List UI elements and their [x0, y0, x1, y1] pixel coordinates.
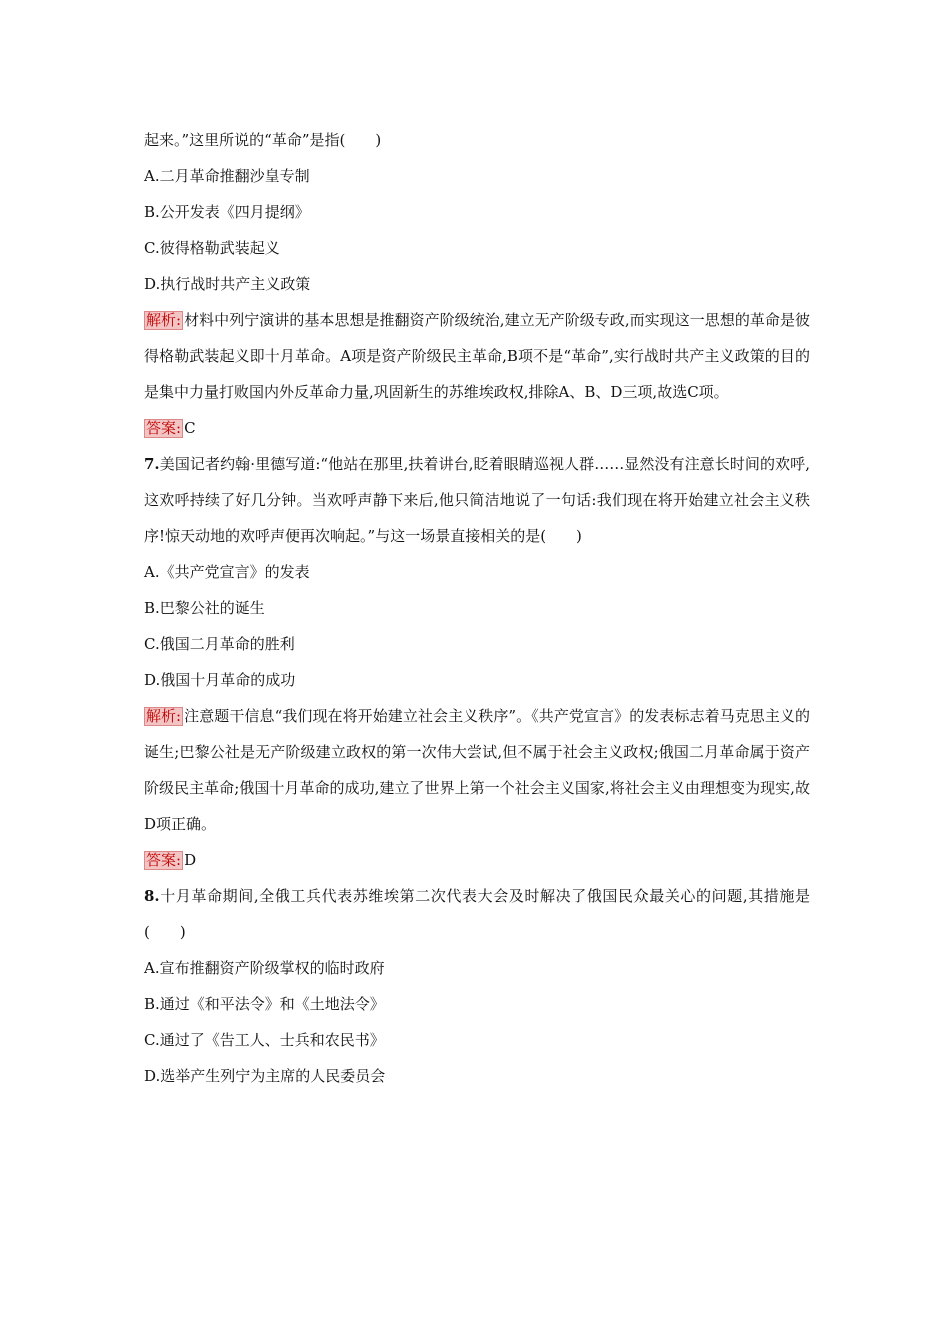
- question-text: 十月革命期间,全俄工兵代表苏维埃第二次代表大会及时解决了俄国民众最关心的问题,其措施是( ): [144, 887, 810, 941]
- question-7-option-b: B.巴黎公社的诞生: [144, 599, 265, 617]
- question-6-option-b: B.公开发表《四月提纲》: [144, 203, 310, 221]
- question-8-option-c: C.通过了《告工人、士兵和农民书》: [144, 1031, 385, 1049]
- question-6-option-a: A.二月革命推翻沙皇专制: [144, 167, 310, 185]
- question-6-analysis: [144, 302, 810, 410]
- question-7-answer: [144, 842, 810, 878]
- document-content: [144, 122, 810, 1094]
- question-6-option-c: C.彼得格勒武装起义: [144, 239, 280, 257]
- analysis-text: 注意题干信息“我们现在将开始建立社会主义秩序”。《共产党宣言》的发表标志着马克思主义的诞生;巴黎公社是无产阶级建立政权的第一次伟大尝试,但不属于社会主义政权;俄国二月革命属于资产阶级民主革命;俄国十月革命的成功,建立了世界上第一个社会主义国家,将社会主义由理想变为现实,故D项正确。: [144, 707, 810, 833]
- analysis-label: 解析:: [146, 311, 182, 329]
- question-number: 8.: [144, 887, 160, 905]
- answer-value: C: [184, 419, 196, 437]
- analysis-label: 解析:: [146, 707, 182, 725]
- answer-label: 答案:: [146, 851, 182, 869]
- question-number: 7.: [144, 455, 160, 473]
- question-6-option-d: D.执行战时共产主义政策: [144, 275, 311, 293]
- question-text: 美国记者约翰·里德写道:“他站在那里,扶着讲台,眨着眼睛巡视人群……显然没有注意长时间的欢呼,这欢呼持续了好几分钟。当欢呼声静下来后,他只简洁地说了一句话:我们现在将开始建立社会主义秩序!惊天动地的欢呼声便再次响起。”与这一场景直接相关的是( ): [144, 455, 810, 545]
- question-7-analysis: [144, 698, 810, 842]
- question-8-option-b: B.通过《和平法令》和《土地法令》: [144, 995, 385, 1013]
- question-6-stem-end: 起来。”这里所说的“革命”是指( ): [144, 131, 382, 149]
- question-7-option-d: D.俄国十月革命的成功: [144, 671, 296, 689]
- analysis-text: 材料中列宁演讲的基本思想是推翻资产阶级统治,建立无产阶级专政,而实现这一思想的革命是彼得格勒武装起义即十月革命。A项是资产阶级民主革命,B项不是“革命”,实行战时共产主义政策的目的是集中力量打败国内外反革命力量,巩固新生的苏维埃政权,排除A、B、D三项,故选C项。: [144, 311, 810, 401]
- answer-label: 答案:: [146, 419, 182, 437]
- answer-value: D: [184, 851, 197, 869]
- question-6-answer: [144, 410, 810, 446]
- question-8-stem: [144, 878, 810, 950]
- question-7-option-a: A.《共产党宣言》的发表: [144, 563, 310, 581]
- question-7-stem: [144, 446, 810, 554]
- question-8-option-a: A.宣布推翻资产阶级掌权的临时政府: [144, 959, 385, 977]
- question-7-option-c: C.俄国二月革命的胜利: [144, 635, 295, 653]
- question-8-option-d: D.选举产生列宁为主席的人民委员会: [144, 1067, 386, 1085]
